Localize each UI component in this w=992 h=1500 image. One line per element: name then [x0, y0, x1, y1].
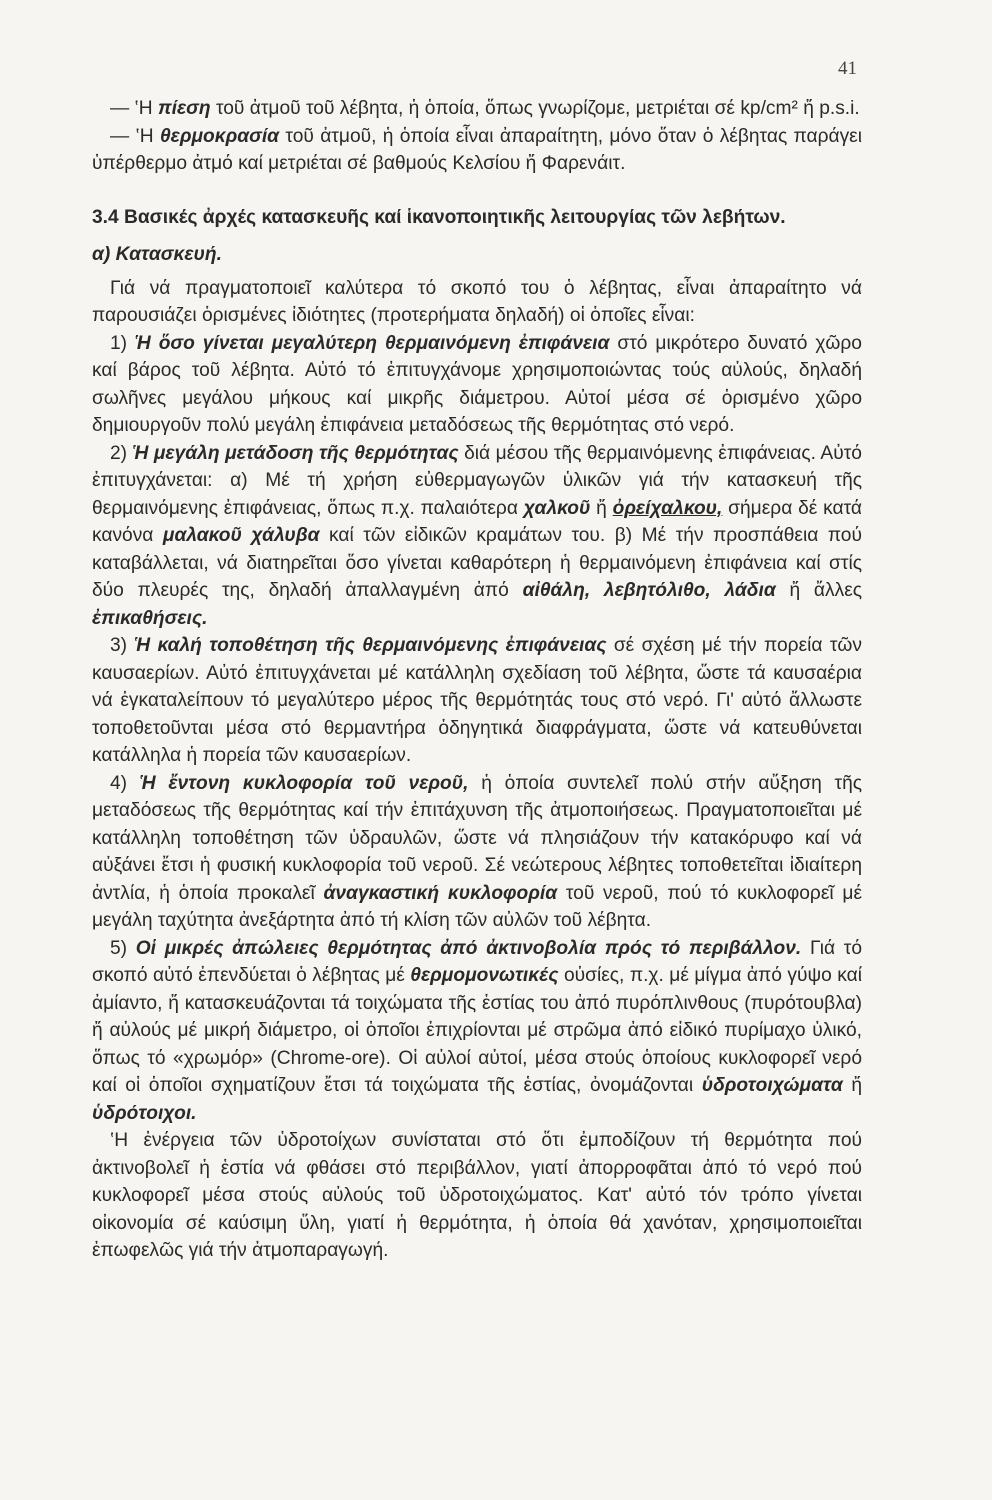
pressure-paragraph [92, 95, 862, 123]
text-run: — ‛Η [110, 125, 160, 147]
term-copper: χαλκοῦ [523, 497, 591, 519]
text-run: οὐσίες, π.χ. μέ μίγμα ἀπό γύψο καί ἀμίαντο, ἤ κατασκευάζονται τά τοιχώματα τῆς ἑστίας του ἀπό πυρόπλινθους (πυρότουβλα) ἤ αὐλούς μέ μικρή διάμετρο, οἱ ὁποῖοι ἐπιχρίονται μέ στρῶμα ἀπό εἰδικό πυρίμαχο ὑλικό, ὅπως τό «χρωμόρ» (Chrome-ore). Οἱ αὐλοί αὐτοί, μέσα στούς ὁποίους κυκλοφορεῖ νερό καί οἱ ὁποῖοι σχηματίζουν ἔτσι τά τοιχώματα τῆς ἑστίας, ὀνομάζονται [92, 965, 862, 1096]
item-number: 3) [110, 635, 135, 656]
text-run: Γιά τό σκοπό αὐτό ἐπενδύεται ὁ λέβητας μέ [92, 937, 862, 986]
text-run: σήμερα δέ κατά κανόνα [92, 497, 862, 546]
item-3 [92, 632, 862, 770]
item-number: 1) [110, 332, 136, 354]
term-deposits: αἰθάλη, λεβητόλιθο, λάδια [522, 580, 776, 601]
item-5 [92, 935, 862, 1128]
item-number: 2) [110, 442, 133, 464]
text-run: ἤ [590, 497, 613, 519]
body-intro: Γιά νά πραγματοποιεῖ καλύτερα τό σκοπό του ὁ λέβητας, εἶναι ἀπαραίτητο νά παρουσιάζει ὁρισμένες ἰδιότητες (προτερήματα δηλαδή) οἱ ὁποῖες εἶναι: [92, 277, 862, 326]
item-number: 5) [110, 937, 136, 959]
term-insulating: θερμομονωτικές [410, 965, 559, 986]
temperature-paragraph [92, 123, 862, 178]
item-number: 4) [110, 772, 140, 794]
text-run: διά μέσου τῆς θερμαινόμενης ἐπιφάνειας. Αὐτό ἐπιτυγχάνεται: α) Μέ τή χρήση εὐθερμαγωγῶν ὑλικῶν γιά τήν κατασκευή τῆς θερμαινόμενης ἐπιφάνειας, ὅπως π.χ. παλαιότερα [92, 442, 862, 519]
text-run: ἤ ἄλλες [775, 580, 863, 601]
term-water-walls: ὑδροτοιχώματα [701, 1075, 843, 1096]
page-number: 41 [838, 58, 857, 79]
item-5-title: Οἱ μικρές ἀπώλειες θερμότητας ἀπό ἀκτινοβολία πρός τό περιβάλλον. [135, 937, 802, 959]
term-temperature: θερμοκρασία [159, 125, 280, 147]
section-subheading: α) Κατασκευή. [92, 244, 222, 265]
text-run: τοῦ ἀτμοῦ τοῦ λέβητα, ἡ ὁποία, ὅπως γνωρίζομε, μετριέται σέ kp/cm² ἤ p.s.i. [210, 98, 860, 119]
item-1-title: Ἡ ὅσο γίνεται μεγαλύτερη θερμαινόμενη ἐπιφάνεια [135, 332, 610, 354]
term-pressure: πίεση [157, 98, 211, 119]
text-run: — ‛Η [110, 98, 158, 119]
term-brass: ὀρείχαλκου, [612, 497, 723, 519]
text-run: τοῦ ἀτμοῦ, ἡ ὁποία εἶναι ἀπαραίτητη, μόνο ὅταν ὁ λέβητας παράγει ὑπέρθερμο ἀτμό καί μετριέται σέ βαθμούς Κελσίου ἤ Φαρενάιτ. [92, 125, 862, 174]
item-4 [92, 770, 862, 935]
item-4-title: Ἡ ἔντονη κυκλοφορία τοῦ νεροῦ, [139, 772, 469, 794]
term-forced-circulation: ἀναγκαστική κυκλοφορία [323, 882, 558, 904]
text-run: ἡ ὁποία συντελεῖ πολύ στήν αὔξηση τῆς μεταδόσεως τῆς θερμότητας καί τήν ἐπιτάχυνση τῆς ἀτμοποιήσεως. Πραγματοποιεῖται μέ κατάλληλη τοποθέτηση τῶν ὑδραυλῶν, ὥστε νά πλησιάζουν τήν κατακόρυφο καί νά αὐξάνει ἔτσι ἡ φυσική κυκλοφορία τοῦ νεροῦ. Σέ νεώτερους λέβητες τοποθετεῖται ἰδιαίτερη ἀντλία, ἡ ὁποία προκαλεῖ [92, 772, 862, 904]
section-heading: 3.4 Βασικές ἀρχές κατασκευῆς καί ἱκανοποιητικῆς λειτουργίας τῶν λεβήτων. [92, 206, 786, 228]
text-run: ἤ [842, 1075, 862, 1096]
page-content [92, 95, 862, 1265]
item-2-title: Ἡ μεγάλη μετάδοση τῆς θερμότητας [132, 442, 459, 464]
term-water-walls-alt: ὑδρότοιχοι. [92, 1102, 197, 1124]
text-run: καί τῶν εἰδικῶν κραμάτων του. β) Μέ τήν προσπάθεια πού καταβάλλεται, νά διατηρεῖται ὅσο γίνεται καθαρότερη ἡ θερμαινόμενη ἐπιφάνεια καί στίς δύο πλευρές της, δηλαδή ἀπαλλαγμένη ἀπό [92, 525, 862, 601]
item-1 [92, 330, 862, 440]
item-1-text: στό μικρότερο δυνατό χῶρο καί βάρος τοῦ λέβητα. Αὐτό τό ἐπιτυγχάνομε χρησιμοποιώντας τούς αὐλούς, δηλαδή σωλῆνες μεγάλου μήκους καί μικρῆς διάμετρου. Αὐτοί μέσα σέ ὁρισμένο χῶρο δημιουργοῦν πολύ μεγάλη ἐπιφάνεια μεταδόσεως τῆς θερμότητας στό νερό. [92, 332, 862, 436]
term-mild-steel: μαλακοῦ χάλυβα [162, 525, 320, 546]
closing-paragraph: ‛Η ἐνέργεια τῶν ὑδροτοίχων συνίσταται στό ὅτι ἐμποδίζουν τή θερμότητα πού ἀκτινοβολεῖ ἡ ἑστία νά φθάσει στό περιβάλλον, γιατί ἀπορροφᾶται ἀπό τό νερό πού κυκλοφορεῖ μέσα στούς αὐλούς τοῦ ὑδροτοιχώματος. Κατ' αὐτό τόν τρόπο γίνεται οἰκονομία σέ καύσιμη ὕλη, γιατί ἡ θερμότητα, ἡ ὁποία θά χανόταν, χρησιμοποιεῖται ἐπωφελῶς γιά τήν ἀτμοπαραγωγή. [92, 1130, 862, 1261]
item-3-title: Ἡ καλή τοποθέτηση τῆς θερμαινόμενης ἐπιφάνειας [134, 635, 607, 656]
text-run: τοῦ νεροῦ, πού τό κυκλοφορεῖ μέ μεγάλη ταχύτητα ἀνεξάρτητα ἀπό τή κλίση τῶν αὐλῶν τοῦ λέβητα. [92, 882, 862, 931]
item-3-text: σέ σχέση μέ τήν πορεία τῶν καυσαερίων. Αὐτό ἐπιτυγχάνεται μέ κατάλληλη σχεδίαση τοῦ λέβητα, ὥστε τά καυσαέρια νά ἐγκαταλείπουν τό μεγαλύτερο μέρος τῆς θερμότητάς τους στό νερό. Γι' αὐτό ἄλλωστε τοποθετοῦνται μέσα στό θερμαντήρα ὁδηγητικά διαφράγματα, ὥστε νά κατευθύνεται κατάλληλα ἡ πορεία τῶν καυσαερίων. [92, 635, 862, 766]
term-incrustations: ἐπικαθήσεις. [92, 607, 208, 629]
item-2 [92, 440, 862, 633]
